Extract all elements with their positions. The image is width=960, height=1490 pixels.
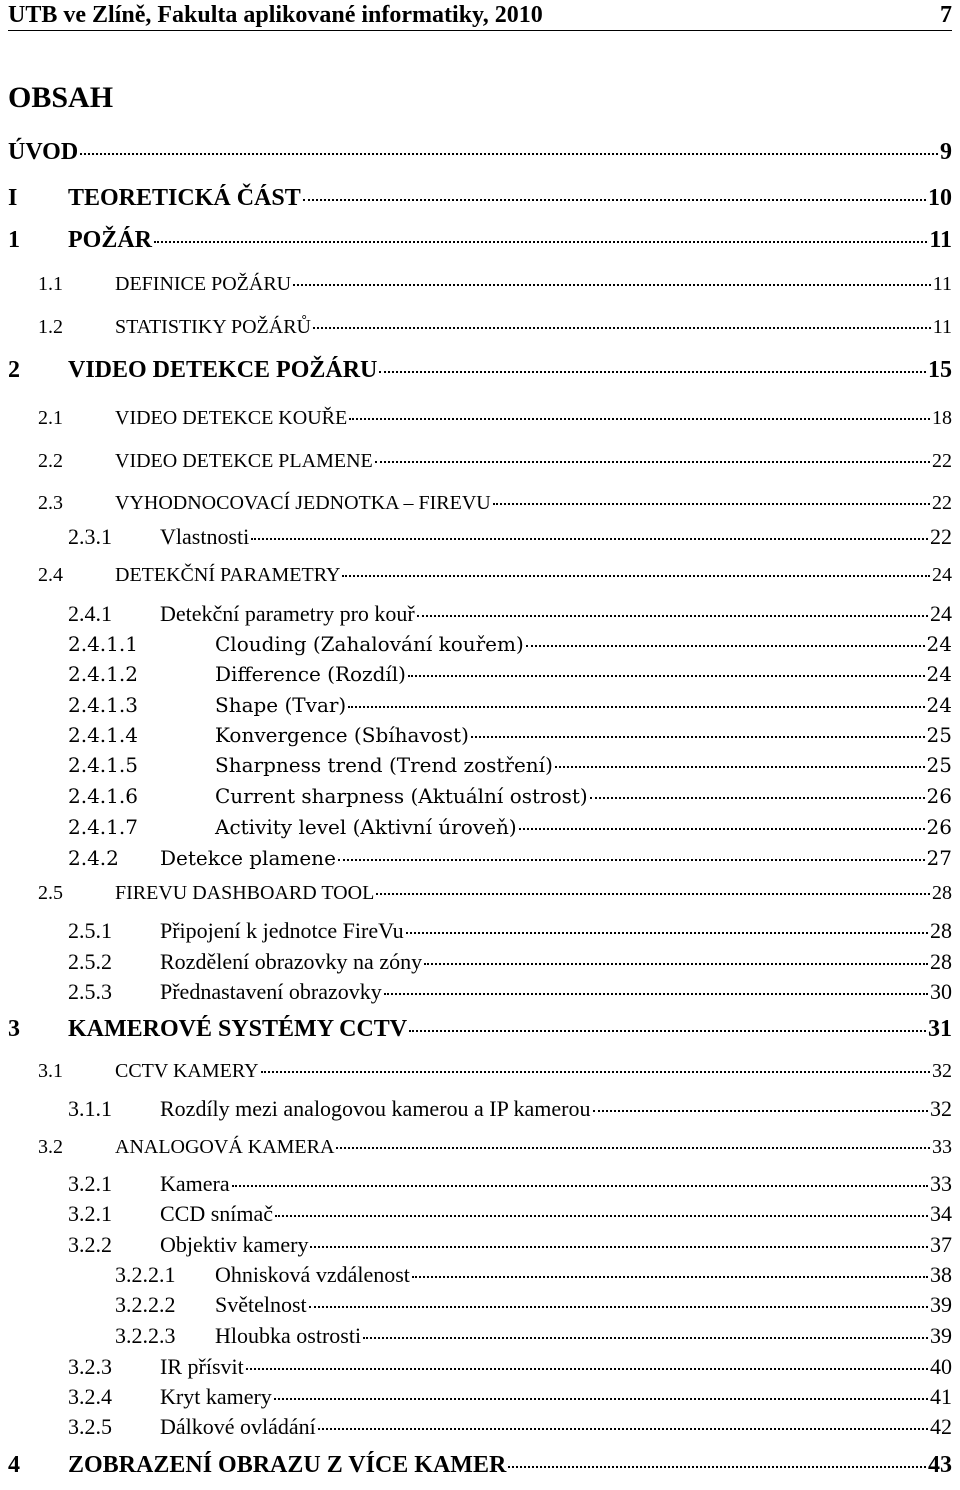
toc-entry-page: 11 <box>932 316 952 338</box>
toc-entry-number: 3.2 <box>38 1136 63 1158</box>
toc-entry[interactable] <box>68 781 952 811</box>
toc-entry-title: Shape (Tvar) <box>215 693 347 717</box>
toc-entry-page: 37 <box>930 1232 952 1257</box>
dot-leader <box>417 615 928 617</box>
toc-entry[interactable] <box>68 1412 952 1442</box>
toc-entry-title: Current sharpness (Aktuální ostrost) <box>215 784 588 808</box>
toc-entry-title: VIDEO DETEKCE PLAMENE <box>115 450 373 472</box>
dot-leader <box>375 461 930 463</box>
toc-entry-page: 25 <box>926 723 952 747</box>
dot-leader <box>232 1185 928 1187</box>
toc-entry-number: 3.2.1 <box>68 1201 112 1226</box>
toc-entry-page: 32 <box>932 1060 952 1082</box>
toc-entry-page: 28 <box>930 918 952 943</box>
toc-entry-title: POŽÁR <box>68 227 152 253</box>
toc-entry-page: 22 <box>932 492 952 514</box>
toc-entry-number: 2.4 <box>38 564 63 586</box>
toc-entry-number: 3.2.1 <box>68 1171 112 1196</box>
dot-leader <box>493 503 930 505</box>
toc-entry[interactable] <box>38 1056 952 1086</box>
toc-entry[interactable] <box>8 1450 952 1480</box>
toc-entry-title: Vlastnosti <box>160 524 250 549</box>
toc-entry-number: 2.4.1.7 <box>68 815 138 839</box>
dot-leader <box>309 1306 928 1308</box>
toc-entry[interactable] <box>68 629 952 659</box>
toc-entry-number: 2.4.1.4 <box>68 723 138 747</box>
dot-leader <box>313 327 931 329</box>
toc-entry-page: 24 <box>930 601 952 626</box>
toc-entry[interactable] <box>38 1132 952 1162</box>
toc-entry-page: 18 <box>932 407 952 429</box>
toc-entry[interactable] <box>68 1094 952 1124</box>
toc-entry[interactable] <box>68 843 952 873</box>
toc-entry-page: 32 <box>930 1096 952 1121</box>
toc-entry[interactable] <box>38 560 952 590</box>
toc-entry-number: 1.2 <box>38 316 63 338</box>
toc-entry-title: Rozdíly mezi analogovou kamerou a IP kamerou <box>160 1096 591 1121</box>
toc-entry[interactable] <box>115 1260 952 1290</box>
toc-entry-number: 2.1 <box>38 407 63 429</box>
dot-leader <box>349 418 930 420</box>
header-title: UTB ve Zlíně, Fakulta aplikované informatiky, 2010 <box>8 2 543 28</box>
dot-leader <box>246 1368 928 1370</box>
dot-leader <box>303 199 926 201</box>
toc-entry-number: 3.2.2.2 <box>115 1292 176 1317</box>
toc-entry-number: 1.1 <box>38 273 63 295</box>
dot-leader <box>274 1398 928 1400</box>
toc-entry[interactable] <box>68 1352 952 1382</box>
dot-leader <box>412 1276 928 1278</box>
toc-entry-page: 9 <box>940 139 952 165</box>
toc-entry-number: 2.3.1 <box>68 524 112 549</box>
document-title: OBSAH <box>8 81 114 114</box>
toc-entry-title: FIREVU DASHBOARD TOOL <box>115 882 375 904</box>
toc-entry-number: ÚVOD <box>8 139 79 165</box>
toc-entry-title: Detekční parametry pro kouř <box>160 601 415 626</box>
toc-entry-number: 1 <box>8 227 20 253</box>
dot-leader <box>408 675 925 677</box>
dot-leader <box>310 1246 928 1248</box>
toc-entry-page: 25 <box>926 753 952 777</box>
toc-entry[interactable] <box>115 1290 952 1320</box>
toc-entry-title: TEORETICKÁ ČÁST <box>68 185 301 211</box>
dot-leader <box>508 1466 926 1468</box>
toc-entry-number: 3.2.2 <box>68 1232 112 1257</box>
dot-leader <box>80 153 938 155</box>
toc-entry-title: VYHODNOCOVACÍ JEDNOTKA – FIREVU <box>115 492 491 514</box>
toc-entry[interactable] <box>68 812 952 842</box>
toc-entry-number: 3.1 <box>38 1060 63 1082</box>
dot-leader <box>519 828 925 830</box>
toc-entry[interactable] <box>68 690 952 720</box>
toc-entry-title: Dálkové ovládání <box>160 1414 316 1439</box>
toc-entry-number: 2.4.1 <box>68 601 112 626</box>
toc-entry-title: DEFINICE POŽÁRU <box>115 273 292 295</box>
toc-entry-page: 24 <box>926 693 952 717</box>
toc-entry-page: 33 <box>932 1136 952 1158</box>
toc-entry[interactable] <box>8 355 952 385</box>
toc-entry[interactable] <box>38 312 952 342</box>
toc-entry[interactable] <box>68 750 952 780</box>
toc-entry-title: CCD snímač <box>160 1201 274 1226</box>
toc-entry[interactable] <box>68 599 952 629</box>
toc-entry-title: Sharpness trend (Trend zostření) <box>215 753 553 777</box>
dot-leader <box>384 993 928 995</box>
toc-entry-page: 31 <box>928 1016 952 1042</box>
toc-entry-page: 26 <box>926 815 952 839</box>
toc-entry-number: 2.5.3 <box>68 979 112 1004</box>
toc-entry[interactable] <box>68 916 952 946</box>
toc-entry[interactable] <box>8 225 952 255</box>
toc-entry-number: 3.1.1 <box>68 1096 112 1121</box>
toc-entry-number: 2.4.2 <box>68 846 119 870</box>
dot-leader <box>424 963 928 965</box>
toc-entry-number: 2.4.1.5 <box>68 753 138 777</box>
toc-entry-page: 38 <box>930 1262 952 1287</box>
toc-entry-title: VIDEO DETEKCE KOUŘE <box>115 407 348 429</box>
toc-entry-number: 2.5.1 <box>68 918 112 943</box>
toc-entry-title: KAMEROVÉ SYSTÉMY CCTV <box>68 1016 408 1042</box>
dot-leader <box>275 1215 928 1217</box>
toc-entry[interactable] <box>38 269 952 299</box>
dot-leader <box>336 1147 930 1149</box>
toc-entry-number: 2.4.1.3 <box>68 693 138 717</box>
toc-entry-number: 2.4.1.6 <box>68 784 138 808</box>
toc-entry-page: 30 <box>930 979 952 1004</box>
toc-entry-page: 11 <box>929 227 952 253</box>
toc-entry-page: 40 <box>930 1354 952 1379</box>
toc-entry-page: 39 <box>930 1323 952 1348</box>
toc-entry-page: 39 <box>930 1292 952 1317</box>
dot-leader <box>363 1337 928 1339</box>
toc-entry-number: 3.2.4 <box>68 1384 112 1409</box>
toc-entry-title: Konvergence (Sbíhavost) <box>215 723 469 747</box>
toc-entry-page: 10 <box>928 185 952 211</box>
toc-entry[interactable] <box>8 1014 952 1044</box>
toc-entry-title: Hloubka ostrosti <box>215 1323 362 1348</box>
toc-entry-page: 24 <box>926 662 952 686</box>
toc-entry-page: 41 <box>930 1384 952 1409</box>
dot-leader <box>154 241 927 243</box>
toc-entry-title: Ohnisková vzdálenost <box>215 1262 410 1287</box>
dot-leader <box>293 284 931 286</box>
toc-entry[interactable] <box>115 1321 952 1351</box>
toc-entry[interactable] <box>38 403 952 433</box>
dot-leader <box>338 859 925 861</box>
toc-entry-title: ZOBRAZENÍ OBRAZU Z VÍCE KAMER <box>68 1452 507 1478</box>
toc-entry-number: I <box>8 185 18 211</box>
toc-entry-title: Activity level (Aktivní úroveň) <box>215 815 517 839</box>
toc-entry[interactable] <box>38 878 952 908</box>
toc-entry-page: 22 <box>932 450 952 472</box>
toc-entry-page: 43 <box>928 1452 952 1478</box>
toc-entry[interactable] <box>68 659 952 689</box>
toc-entry[interactable] <box>38 446 952 476</box>
dot-leader <box>379 371 926 373</box>
toc-entry[interactable] <box>68 720 952 750</box>
toc-entry-number: 2.5.2 <box>68 949 112 974</box>
toc-entry-title: DETEKČNÍ PARAMETRY <box>115 564 341 586</box>
dot-leader <box>471 736 925 738</box>
toc-entry-title: Kryt kamery <box>160 1384 272 1409</box>
toc-entry-number: 4 <box>8 1452 20 1478</box>
toc-entry-page: 34 <box>930 1201 952 1226</box>
toc-entry-title: STATISTIKY POŽÁRŮ <box>115 316 311 338</box>
dot-leader <box>590 797 925 799</box>
toc-entry-page: 27 <box>926 846 952 870</box>
dot-leader <box>251 538 928 540</box>
toc-entry-number: 2 <box>8 357 20 383</box>
toc-entry[interactable] <box>68 1230 952 1260</box>
toc-entry-page: 26 <box>926 784 952 808</box>
header-page-number: 7 <box>940 2 952 28</box>
toc-entry-title: Kamera <box>160 1171 230 1196</box>
toc-entry-number: 3.2.3 <box>68 1354 112 1379</box>
dot-leader <box>593 1110 928 1112</box>
dot-leader <box>409 1030 926 1032</box>
toc-entry-title: Přednastavení obrazovky <box>160 979 382 1004</box>
dot-leader <box>555 766 925 768</box>
toc-entry-page: 33 <box>930 1171 952 1196</box>
toc-entry-page: 28 <box>932 882 952 904</box>
toc-entry-title: Připojení k jednotce FireVu <box>160 918 404 943</box>
toc-entry-number: 2.4.1.1 <box>68 632 138 656</box>
toc-entry-number: 3.2.2.1 <box>115 1262 176 1287</box>
dot-leader <box>406 932 928 934</box>
dot-leader <box>526 645 925 647</box>
toc-entry[interactable] <box>8 137 952 167</box>
toc-entry-page: 15 <box>928 357 952 383</box>
dot-leader <box>318 1428 928 1430</box>
toc-entry-title: CCTV KAMERY <box>115 1060 259 1082</box>
toc-entry[interactable] <box>68 1169 952 1199</box>
toc-entry-number: 2.4.1.2 <box>68 662 138 686</box>
toc-entry-title: VIDEO DETEKCE POŽÁRU <box>68 357 378 383</box>
toc-entry-number: 2.5 <box>38 882 63 904</box>
toc-entry-page: 24 <box>932 564 952 586</box>
dot-leader <box>261 1071 930 1073</box>
toc-entry-page: 11 <box>932 273 952 295</box>
dot-leader <box>348 706 924 708</box>
toc-entry[interactable] <box>68 522 952 552</box>
toc-entry-page: 22 <box>930 524 952 549</box>
toc-entry-title: Světelnost <box>215 1292 307 1317</box>
toc-entry-title: Detekce plamene <box>160 846 336 870</box>
toc-entry[interactable] <box>8 183 952 213</box>
toc-entry-page: 28 <box>930 949 952 974</box>
toc-entry-number: 3.2.2.3 <box>115 1323 176 1348</box>
toc-entry-title: Difference (Rozdíl) <box>215 662 406 686</box>
toc-entry-number: 2.3 <box>38 492 63 514</box>
toc-entry[interactable] <box>38 488 952 518</box>
toc-entry-page: 24 <box>926 632 952 656</box>
toc-entry-number: 2.2 <box>38 450 63 472</box>
toc-entry-title: ANALOGOVÁ KAMERA <box>115 1136 335 1158</box>
toc-entry-number: 3 <box>8 1016 20 1042</box>
dot-leader <box>376 893 930 895</box>
toc-entry-title: Clouding (Zahalování kouřem) <box>215 632 524 656</box>
toc-entry[interactable] <box>68 947 952 977</box>
toc-entry-page: 42 <box>930 1414 952 1439</box>
toc-entry[interactable] <box>68 1382 952 1412</box>
toc-entry-title: Rozdělení obrazovky na zóny <box>160 949 423 974</box>
toc-entry-title: IR přísvit <box>160 1354 244 1379</box>
toc-entry-number: 3.2.5 <box>68 1414 112 1439</box>
dot-leader <box>342 575 930 577</box>
toc-entry-title: Objektiv kamery <box>160 1232 309 1257</box>
toc-entry[interactable] <box>68 1199 952 1229</box>
toc-entry[interactable] <box>68 977 952 1007</box>
